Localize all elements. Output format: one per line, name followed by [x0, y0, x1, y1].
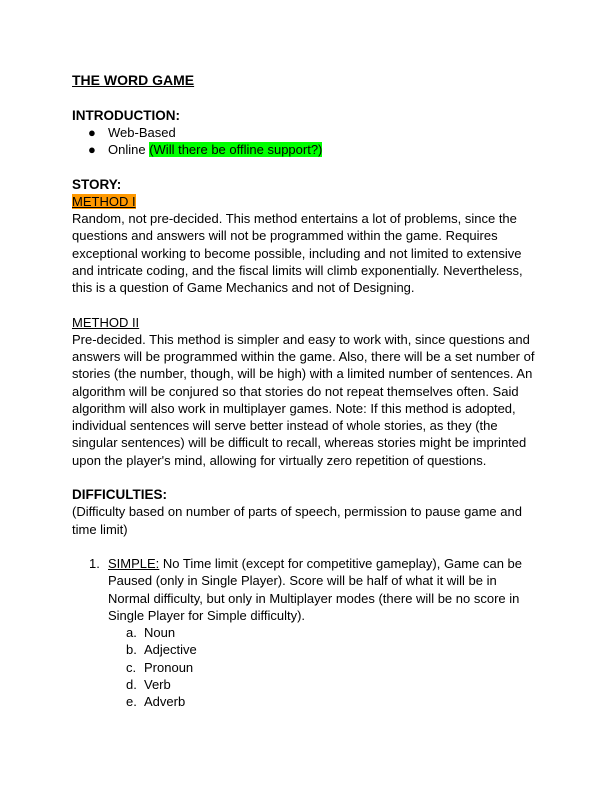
document-title: THE WORD GAME — [72, 72, 195, 88]
method-1-paragraph: Random, not pre-decided. This method entertains a lot of problems, since the questions and answers will not be programmed within the game. Requires exceptional working to become possible, including and not limited to extensive and intricate coding, and the fiscal limits will climb exponentially. Nevertheless, this is a question of Game Mechanics and not of Designing. — [72, 211, 523, 295]
method-2-label: METHOD II — [72, 314, 140, 330]
introduction-heading: INTRODUCTION: — [72, 107, 180, 123]
sub-item: b. Adjective — [126, 642, 197, 658]
method-1-label: METHOD I — [72, 193, 136, 209]
document-page — [72, 72, 542, 710]
difficulty-item-simple: 1. SIMPLE: No Time limit (except for competitive gameplay), Game can be Paused (only in Single Player). Score will be half of what it will be in Normal difficulty, but only in Multiplayer modes (there will be no score in Single Player for Simple difficulty). a. Noun b. Adjective c. Pronoun d. Verb e. Adverb — [72, 555, 542, 710]
sub-item: a. Noun — [126, 625, 176, 640]
difficulties-intro: (Difficulty based on number of parts of speech, permission to pause game and time limit) — [72, 504, 522, 537]
highlighted-note: (Will there be offline support?) — [149, 142, 323, 157]
sub-item: d. Verb — [126, 676, 171, 692]
difficulties-heading: DIFFICULTIES: — [72, 487, 167, 502]
method-2-paragraph: Pre-decided. This method is simpler and easy to work with, since questions and answers will be programmed within the game. Also, there will be a set number of stories (the number, though, will be high) with a limited number of sentences. An algorithm will be conjured so that stories do not repeat themselves often. Said algorithm will also work in multiplayer games. Note: If this method is adopted, individual sentences will serve better instead of whole stories, as they (the singular sentences) will be difficult to recall, whereas stories might be imprinted upon the player's mind, allowing for virtually zero repetition of questions. — [72, 331, 535, 468]
bullet-item: ● Online (Will there be offline support?) — [88, 142, 323, 157]
difficulty-label: SIMPLE: — [108, 556, 160, 571]
story-heading: STORY: — [72, 176, 122, 192]
bullet-icon: ● — [88, 124, 96, 140]
bullet-item: ● Web-Based — [88, 124, 176, 140]
sub-item: c. Pronoun — [126, 659, 194, 675]
bullet-icon: ● — [88, 142, 96, 157]
sub-item: e. Adverb — [126, 694, 186, 709]
